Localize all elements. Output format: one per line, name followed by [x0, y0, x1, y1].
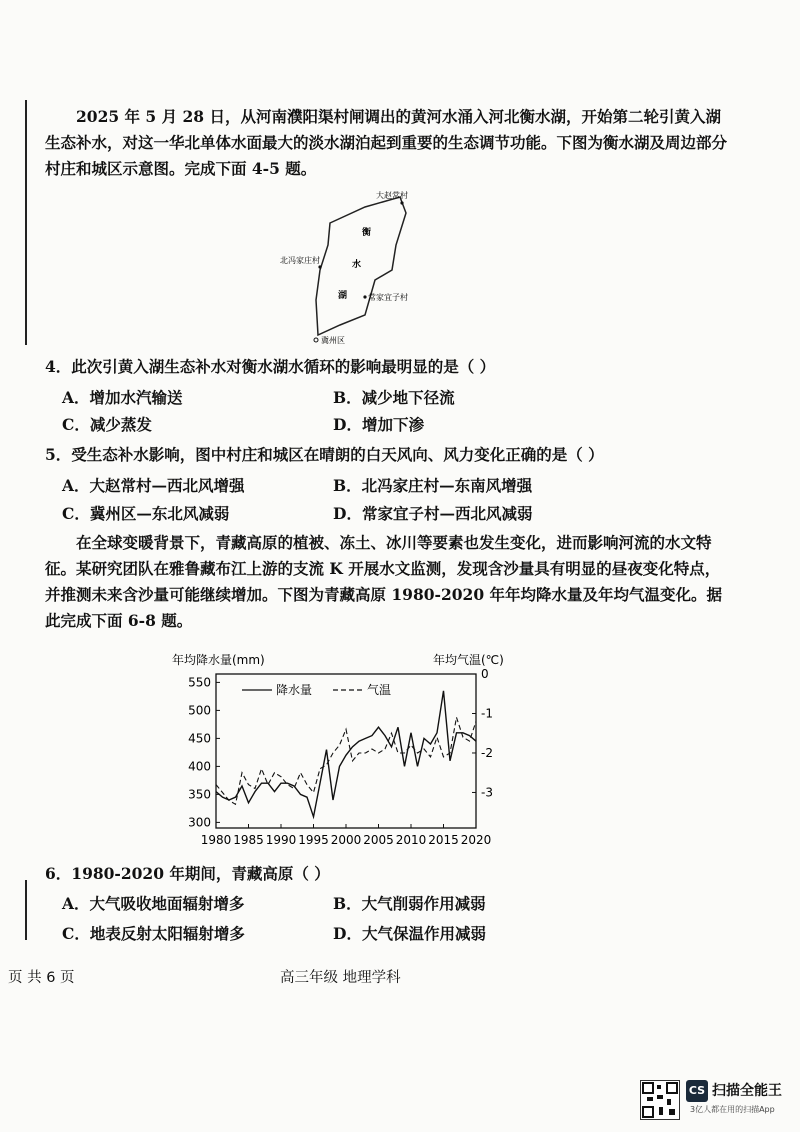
- q6-option-b[interactable]: B．大气削弱作用减弱: [333, 894, 486, 913]
- x-tick-label-2015: 2015: [428, 833, 459, 847]
- label-beifengjiazhuang: 北冯家庄村: [280, 256, 320, 265]
- y-right-tick-label--2: -2: [481, 745, 493, 760]
- legend-precip-label: 降水量: [276, 683, 313, 697]
- q5-option-d[interactable]: D．常家宜子村—西北风减弱: [333, 504, 533, 523]
- x-tick-label-2020: 2020: [460, 833, 492, 847]
- x-tick-label-2000: 2000: [330, 833, 362, 847]
- legend-temp-label: 气温: [367, 683, 392, 697]
- hengshui-lake-map: [270, 185, 440, 350]
- precip-temp-chart: [150, 648, 510, 853]
- scanner-subtitle: 3亿人都在用的扫描App: [690, 1105, 775, 1114]
- y-right-tick-label--1: -1: [481, 706, 493, 721]
- q6-option-a[interactable]: A．大气吸收地面辐射增多: [62, 894, 245, 913]
- camscanner-logo-icon: CS: [686, 1080, 708, 1102]
- jizhou-dot: [314, 338, 318, 342]
- x-tick-label-2005: 2005: [363, 833, 394, 847]
- q4-option-c[interactable]: C．减少蒸发: [62, 415, 152, 434]
- series-line-precipitation: [216, 691, 476, 817]
- ylabel-left: 年均降水量(mm): [172, 653, 265, 667]
- q5-option-b[interactable]: B．北冯家庄村—东南风增强: [333, 476, 533, 495]
- changjiayizi-dot: [363, 295, 366, 298]
- y-left-tick-label-350: 350: [188, 787, 211, 802]
- x-tick-label-1980: 1980: [200, 833, 232, 847]
- label-jizhou: 冀州区: [321, 336, 345, 345]
- q5-option-a[interactable]: A．大赵常村—西北风增强: [62, 476, 245, 495]
- q4-option-b[interactable]: B．减少地下径流: [333, 388, 455, 407]
- y-left-tick-label-300: 300: [188, 815, 211, 830]
- left-margin-line-top: [25, 100, 27, 345]
- y-left-tick-label-500: 500: [188, 703, 211, 718]
- lake-char-3: 湖: [338, 291, 348, 301]
- ylabel-right: 年均气温(℃): [433, 653, 504, 667]
- q6-option-d[interactable]: D．大气保温作用减弱: [333, 924, 486, 943]
- lake-char-1: 衡: [362, 228, 372, 238]
- label-dazhaochang: 大赵常村: [376, 191, 408, 200]
- footer-subject: 高三年级 地理学科: [280, 970, 401, 986]
- lake-char-2: 水: [352, 260, 362, 270]
- beifengjiazhuang-dot: [318, 265, 321, 268]
- y-left-tick-label-550: 550: [188, 675, 211, 690]
- q4-option-a[interactable]: A．增加水汽输送: [62, 388, 183, 407]
- passage-2: 在全球变暖背景下，青藏高原的植被、冻土、冰川等要素也发生变化，进而影响河流的水文特征。某研究团队在雅鲁藏布江上游的支流 K 开展水文监测，发现含沙量具有明显的昼夜变化特点，并推测未来含沙量可能继续增加。下图为青藏高原 1980-2020 年年均降水量及年均气温变化。据此完成下面 6-8 题。: [45, 533, 723, 630]
- y-left-tick-label-450: 450: [188, 731, 211, 746]
- y-right-tick-label--3: -3: [481, 785, 493, 800]
- qr-code-icon: [640, 1080, 680, 1120]
- footer-page-count: 页 共 6 页: [8, 970, 75, 986]
- dazhaochang-dot: [400, 201, 403, 204]
- x-tick-label-1995: 1995: [298, 833, 329, 847]
- scanner-title: 扫描全能王: [712, 1083, 782, 1099]
- passage-1: 2025 年 5 月 28 日，从河南濮阳渠村闸调出的黄河水涌入河北衡水湖，开始第二轮引黄入湖生态补水，对这一华北单体水面最大的淡水湖泊起到重要的生态调节功能。下图为衡水湖及周边部分村庄和城区示意图。完成下面 4-5 题。: [45, 107, 728, 178]
- x-tick-label-1985: 1985: [233, 833, 264, 847]
- x-tick-label-1990: 1990: [265, 833, 297, 847]
- question-5-stem: 5．受生态补水影响，图中村庄和城区在晴朗的白天风向、风力变化正确的是（ ）: [45, 445, 604, 464]
- left-margin-line-bottom: [25, 880, 27, 940]
- plot-frame: [216, 674, 476, 828]
- question-6-stem: 6．1980-2020 年期间，青藏高原（ ）: [45, 864, 330, 883]
- question-4-stem: 4．此次引黄入湖生态补水对衡水湖水循环的影响最明显的是（ ）: [45, 357, 496, 376]
- y-right-tick-label-0: 0: [481, 667, 489, 681]
- q6-option-c[interactable]: C．地表反射太阳辐射增多: [62, 924, 245, 943]
- q5-option-c[interactable]: C．冀州区—东北风减弱: [62, 504, 230, 523]
- q4-option-d[interactable]: D．增加下渗: [333, 415, 424, 434]
- legend: [242, 682, 391, 697]
- y-left-tick-label-400: 400: [188, 759, 211, 774]
- x-tick-label-2010: 2010: [395, 833, 427, 847]
- label-changjiayizi: 常家宜子村: [368, 293, 408, 302]
